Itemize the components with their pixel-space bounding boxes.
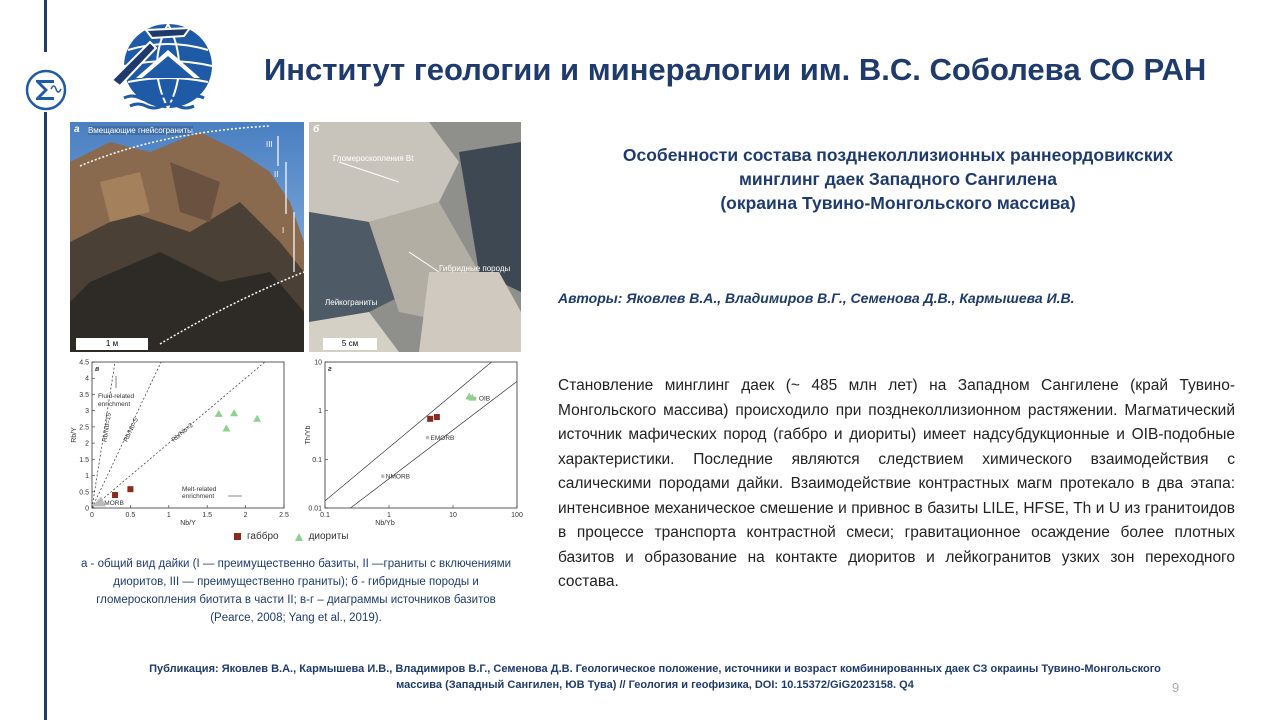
diorite-point bbox=[215, 410, 223, 417]
institute-logo-icon bbox=[106, 20, 230, 116]
figure-caption: а - общий вид дайки (I — преимущественно базиты, II —граниты с включениями диоритов, III — преимущественно граниты); б - гибридные породы и гломероскопления биотита в части II; в-г – диаграммы источников базитов (Pearce, 2008; Yang et al., 2019). bbox=[80, 558, 512, 624]
chart-g-th-yb-vs-nb-yb bbox=[305, 356, 523, 526]
x-tick-label: 2.5 bbox=[279, 512, 289, 519]
label-glomero-bt: Гломероскопления Bt bbox=[333, 154, 414, 163]
x-tick-label: 100 bbox=[511, 512, 523, 519]
y-tick-label: 3.5 bbox=[79, 391, 89, 399]
y-tick-label: 0.01 bbox=[308, 505, 322, 513]
annotation-emorb: EMORB bbox=[430, 435, 455, 443]
gabbro-point bbox=[112, 492, 118, 498]
y-tick-label: 3 bbox=[85, 408, 89, 416]
x-tick-label: 0.5 bbox=[125, 512, 136, 519]
emorb-point bbox=[426, 436, 430, 440]
plot-frame bbox=[325, 362, 517, 508]
x-axis-label: Nb/Y bbox=[180, 520, 196, 526]
y-tick-label: 0.1 bbox=[312, 456, 322, 464]
annotation-oib: OIB bbox=[478, 395, 491, 403]
mantle-array-lower bbox=[350, 381, 517, 508]
annotation-fluid-2: enrichment bbox=[98, 401, 131, 408]
annotation-nmorb: NMORB bbox=[385, 473, 411, 481]
x-tick-label: 0 bbox=[90, 512, 94, 519]
annotation-melt: Melt-related bbox=[182, 486, 217, 493]
institute-title: Институт геологии и минералогии им. В.С. Соболева СО РАН bbox=[264, 52, 1207, 87]
gabbro-point bbox=[434, 414, 440, 420]
x-tick-label: 2 bbox=[243, 512, 248, 519]
x-axis-label: Nb/Yb bbox=[375, 520, 395, 526]
photo-panel-a bbox=[70, 122, 304, 352]
authors: Авторы: Яковлев В.А., Владимиров В.Г., Семенова Д.В., Кармышева И.В. bbox=[558, 290, 1075, 306]
zone-label-iii: III bbox=[266, 140, 273, 149]
y-tick-label: 10 bbox=[314, 359, 322, 367]
x-tick-label: 1.5 bbox=[202, 512, 213, 519]
paper-title-line-2: минглинг даек Западного Сангилена bbox=[738, 169, 1058, 189]
sigma-logo-icon bbox=[24, 68, 68, 112]
gabbro-marker-icon bbox=[234, 533, 241, 540]
reference-line-label: Rb/Nb=15 bbox=[101, 412, 113, 443]
diorite-marker-icon bbox=[295, 533, 303, 541]
page-number: 9 bbox=[1172, 680, 1180, 695]
y-tick-label: 4.5 bbox=[79, 359, 89, 367]
y-tick-label: 2.5 bbox=[79, 424, 89, 432]
publication-line-1: Публикация: Яковлев В.А., Кармышева И.В., Владимиров В.Г., Семенова Д.В. Геологическое положение, источники и возраст комбинированных даек СЗ окраины Тувино-Монгольского bbox=[149, 663, 1161, 675]
y-axis-label: Rb/Y bbox=[71, 427, 78, 443]
zone-label-ii: II bbox=[274, 170, 279, 179]
paper-title bbox=[548, 143, 1248, 215]
y-tick-label: 0 bbox=[85, 505, 89, 513]
zone-label-i: I bbox=[282, 226, 285, 235]
y-tick-label: 1 bbox=[85, 473, 89, 481]
chart-v-rb-y-vs-nb-y bbox=[70, 356, 302, 526]
paper-title-line-1: Особенности состава позднеколлизионных раннеордовикских bbox=[622, 145, 1174, 165]
photo-panel-b bbox=[309, 122, 521, 352]
gabbro-point bbox=[427, 416, 433, 422]
legend-diorite: диориты bbox=[308, 531, 349, 542]
scale-bar-b: 5 см bbox=[323, 338, 377, 350]
legend-gabbro: габбро bbox=[247, 531, 279, 542]
label-leucogranites: Лейкограниты bbox=[325, 298, 378, 307]
nmorb-point bbox=[381, 474, 385, 478]
y-tick-label: 4 bbox=[85, 375, 89, 383]
annotation-morb: MORB bbox=[104, 500, 124, 507]
diorite-point bbox=[222, 425, 230, 432]
scale-bar-a: 1 м bbox=[76, 338, 148, 350]
panel-g-letter: г bbox=[328, 366, 332, 373]
paper-title-line-3: (окраина Тувино-Монгольского массива) bbox=[720, 193, 1076, 213]
diorite-point bbox=[253, 415, 261, 422]
label-hybrid-rocks: Гибридные породы bbox=[439, 264, 511, 273]
y-tick-label: 2 bbox=[85, 440, 89, 448]
publication-reference bbox=[60, 661, 1250, 693]
panel-v-letter: в bbox=[95, 366, 100, 373]
y-tick-label: 1.5 bbox=[79, 456, 89, 464]
annotation-melt-2: enrichment bbox=[182, 493, 215, 500]
panel-a-letter: а bbox=[74, 124, 80, 135]
x-tick-label: 1 bbox=[166, 512, 171, 519]
panel-b-letter: б bbox=[313, 124, 320, 135]
x-tick-label: 0.1 bbox=[320, 512, 330, 519]
gabbro-point bbox=[127, 486, 133, 492]
diorite-point bbox=[230, 409, 238, 416]
reference-line-label: Rb/Nb=5 bbox=[122, 416, 140, 444]
abstract-text: Становление минглинг даек (~ 485 млн лет) на Западном Сангилене (край Тувино-Монгольского массива) происходило при позднеколлизионном растяжении. Магматический источник мафических пород (габбро и диориты) имеет надсубдукционные и OIB-подобные характеристики. Последние являются следствием химического взаимодействия с салическими породами дайки. Взаимодействие контрастных магм протекало в два этапа: интенсивное механическое смешение и привнос в базиты LILE, HFSE, Th и U из гранитоидов в процессе транспорта контрастной смеси; гравитационное осаждение более плотных базитов и образование на контакте диоритов и лейкогранитов узких зон переходного состава. bbox=[558, 377, 1235, 590]
annotation-fluid: Fluid-related bbox=[98, 393, 135, 400]
y-tick-label: 0.5 bbox=[79, 489, 89, 497]
x-tick-label: 10 bbox=[449, 512, 457, 519]
reference-line-label: Rb/Nb=2 bbox=[170, 421, 195, 444]
x-tick-label: 1 bbox=[387, 512, 391, 519]
publication-line-2: массива (Западный Сангилен, ЮВ Тува) // Геология и геофизика, DOI: 10.15372/GiG2023158. Q4 bbox=[396, 679, 914, 691]
y-axis-label: Th/Yb bbox=[305, 425, 312, 445]
label-host-granites: Вмещающие гнейсограниты bbox=[88, 126, 193, 135]
chart-legend bbox=[234, 531, 348, 542]
y-tick-label: 1 bbox=[318, 408, 322, 416]
